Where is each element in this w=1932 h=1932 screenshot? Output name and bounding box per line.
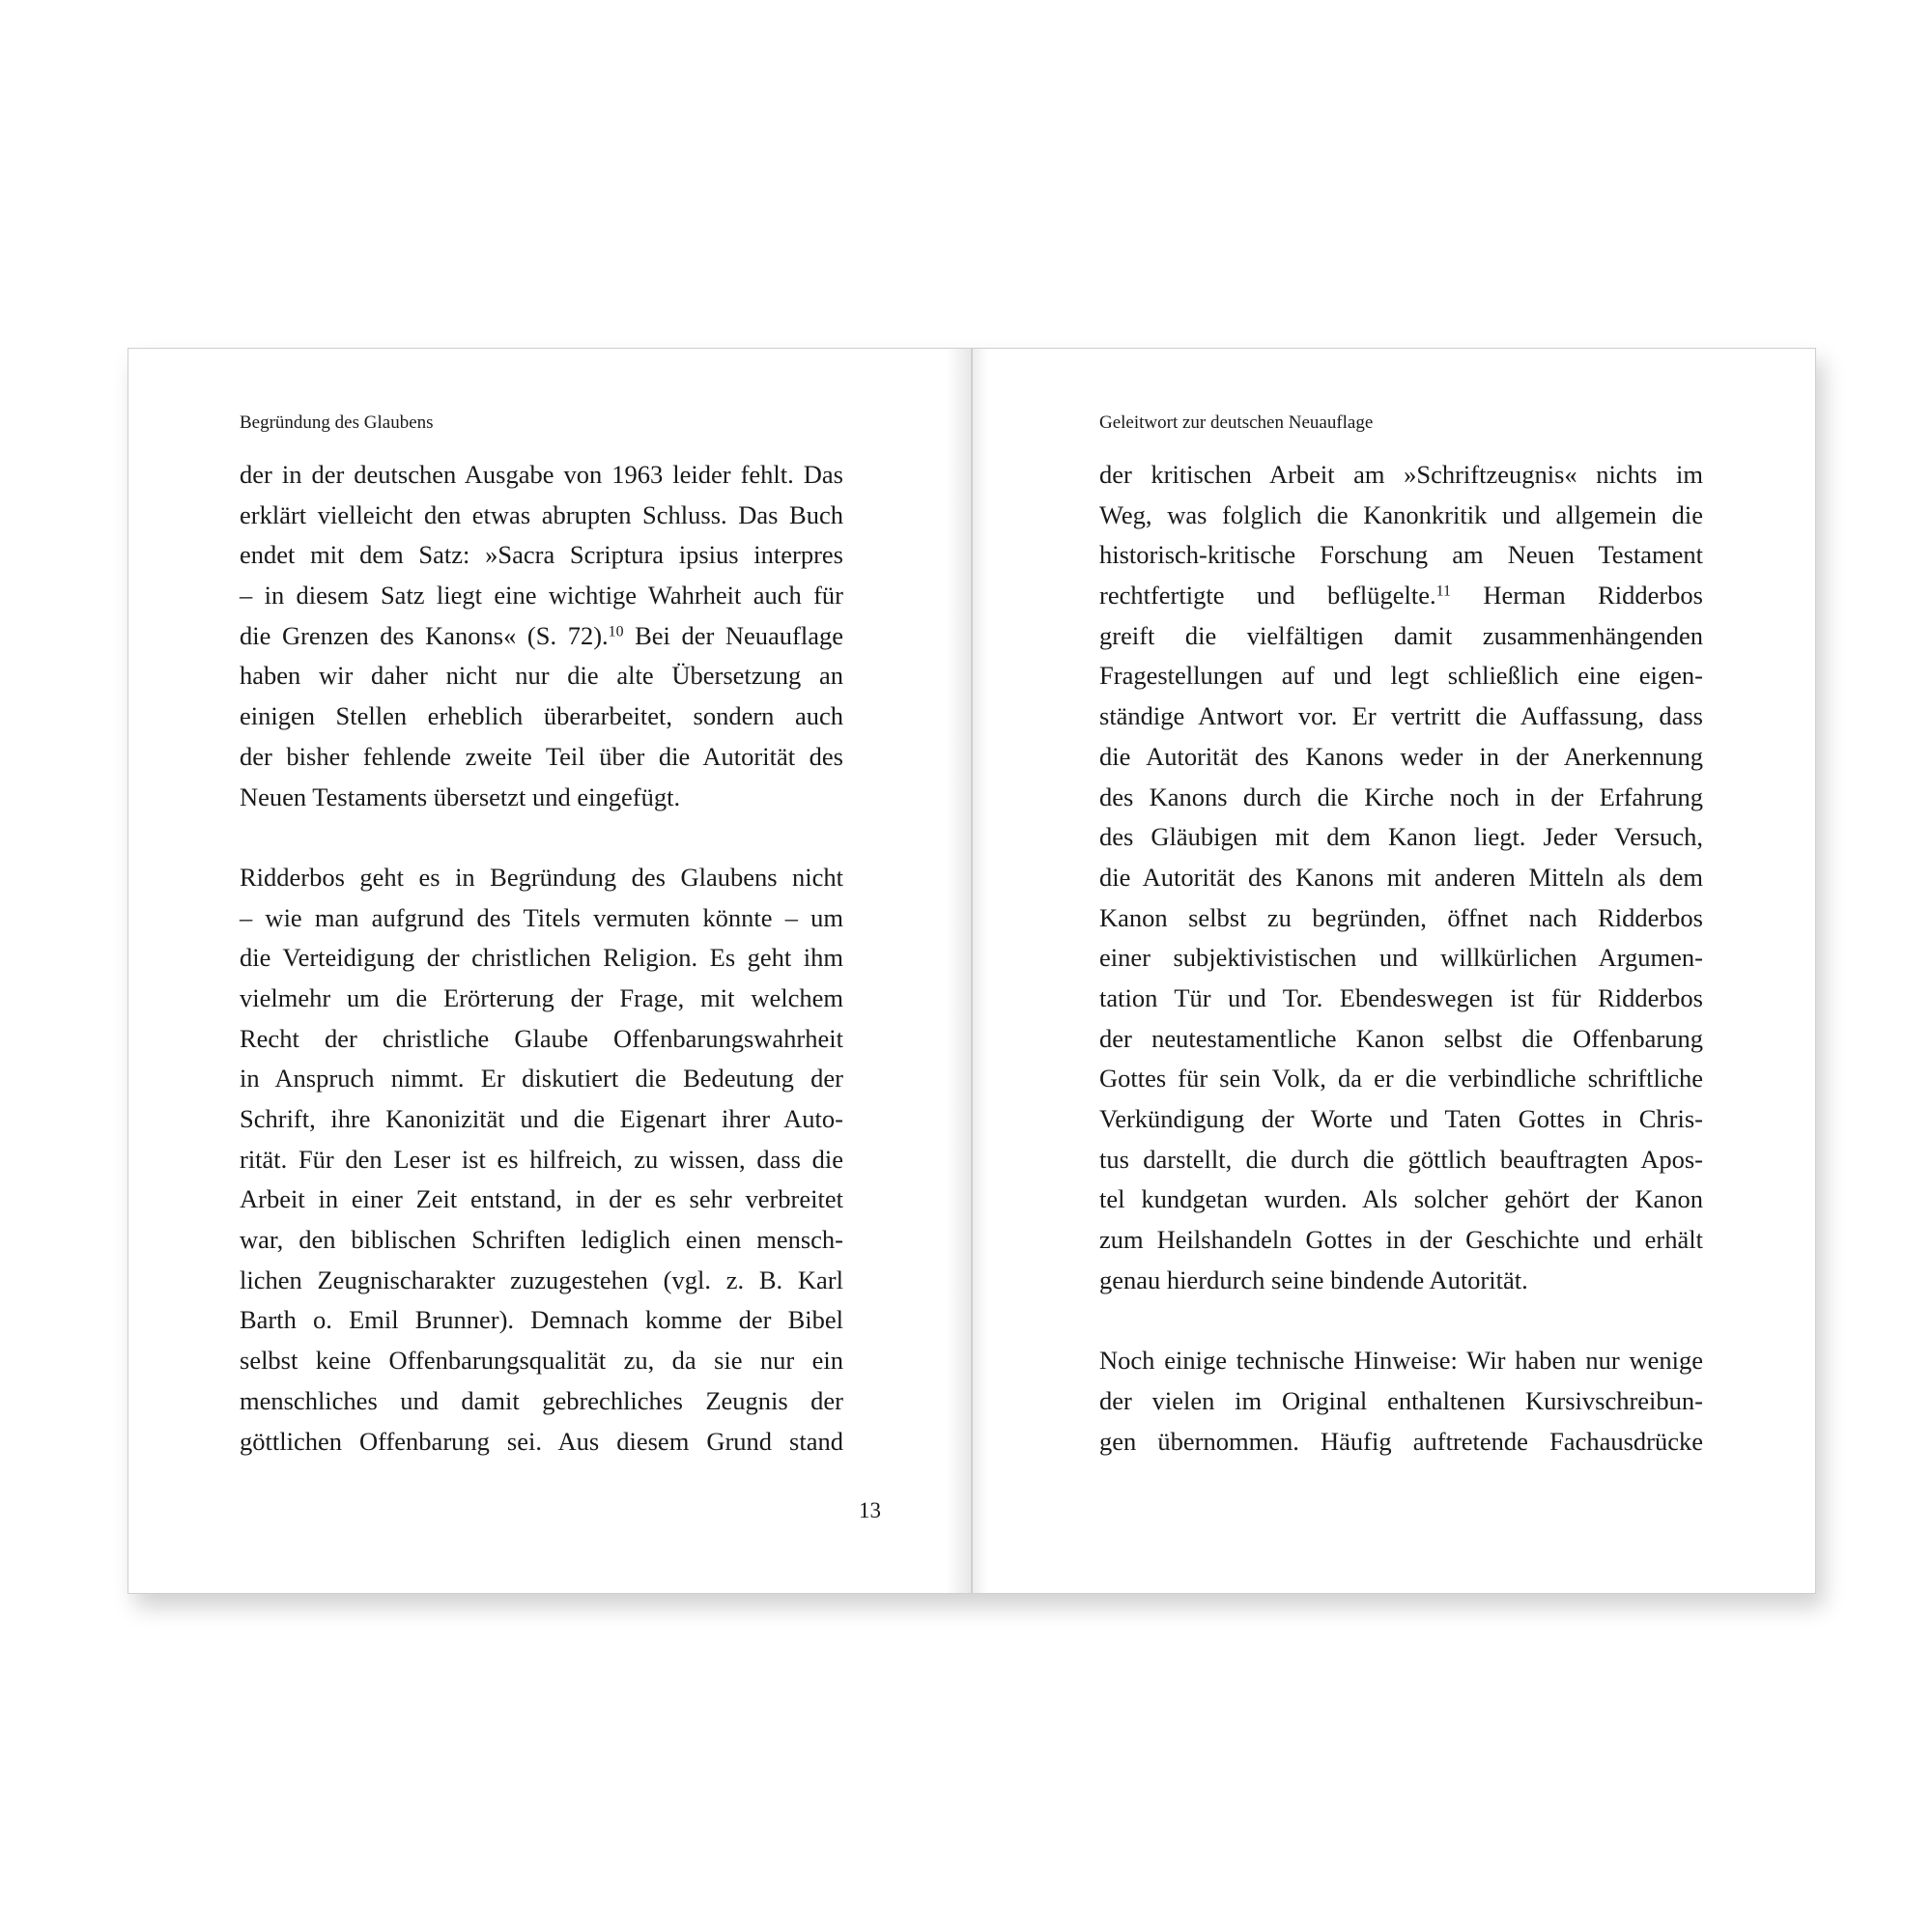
text-line: die Autorität des Kanons mit anderen Mitteln als dem: [1099, 862, 1703, 892]
body-text: [1099, 455, 1703, 1462]
right-page: [859, 348, 1816, 1594]
text-line: in Anspruch nimmt. Er diskutiert die Bedeutung der: [240, 1064, 843, 1094]
text-line: göttlichen Offenbarung sei. Aus diesem Grund stand: [240, 1426, 843, 1456]
text-line: endet mit dem Satz: »Sacra Scriptura ipsius interpres: [240, 540, 843, 570]
text-line: gen übernommen. Häufig auftretende Fachausdrücke: [1099, 1426, 1703, 1456]
text-line: Recht der christliche Glaube Offenbarungswahrheit: [240, 1023, 843, 1053]
paragraph: [1099, 1341, 1703, 1462]
text-line: Arbeit in einer Zeit entstand, in der es sehr verbreitet: [240, 1184, 843, 1214]
text-line: Barth o. Emil Brunner). Demnach komme der Bibel: [240, 1305, 843, 1335]
footnote-reference: 10: [608, 623, 624, 640]
text-line: historisch-kritische Forschung am Neuen Testament: [1099, 540, 1703, 570]
text-line: [1099, 576, 1703, 616]
text-line: lichen Zeugnischarakter zuzugestehen (vgl. z. B. Karl: [240, 1264, 843, 1294]
left-page: [128, 348, 972, 1594]
text-segment: Bei der Neuauflage: [635, 620, 844, 650]
text-line: vielmehr um die Erörterung der Frage, mit welchem: [240, 982, 843, 1012]
footnote-reference: 11: [1435, 582, 1451, 600]
text-line: – in diesem Satz liegt eine wichtige Wahrheit auch für: [240, 581, 843, 611]
text-line: menschliches und damit gebrechliches Zeugnis der: [240, 1385, 843, 1415]
text-line: die Autorität des Kanons weder in der Anerkennung: [1099, 741, 1703, 771]
text-line: der bisher fehlende zweite Teil über die Autorität des: [240, 741, 843, 771]
running-head: Geleitwort zur deutschen Neuauflage: [1099, 412, 1374, 433]
text-line: tation Tür und Tor. Ebendeswegen ist für Ridderbos: [1099, 982, 1703, 1012]
running-head: Begründung des Glaubens: [240, 412, 434, 433]
text-line: Kanon selbst zu begründen, öffnet nach Ridderbos: [1099, 902, 1703, 932]
text-segment: die Grenzen des Kanons« (S. 72).: [240, 620, 609, 650]
body-text: [240, 455, 843, 1462]
paragraph: [1099, 455, 1703, 1300]
text-line: Schrift, ihre Kanonizität und die Eigenart ihrer Auto-: [240, 1104, 843, 1133]
text-line: Noch einige technische Hinweise: Wir haben nur wenige: [1099, 1346, 1703, 1376]
text-line: Ridderbos geht es in Begründung des Glaubens nicht: [240, 862, 843, 892]
book-spread: [128, 348, 1816, 1594]
text-line: greift die vielfältigen damit zusammenhängenden: [1099, 620, 1703, 650]
text-line: der neutestamentliche Kanon selbst die Offenbarung: [1099, 1023, 1703, 1053]
text-line: Neuen Testaments übersetzt und eingefügt.: [240, 781, 681, 811]
text-line: – wie man aufgrund des Titels vermuten könnte – um: [240, 902, 843, 932]
text-segment: Herman Ridderbos: [1483, 581, 1703, 611]
text-line: ständige Antwort vor. Er vertritt die Auffassung, dass: [1099, 701, 1703, 731]
text-line: einer subjektivistischen und willkürlichen Argumen-: [1099, 943, 1703, 973]
text-line: genau hierdurch seine bindende Autorität.: [1099, 1264, 1528, 1294]
text-line: der in der deutschen Ausgabe von 1963 leider fehlt. Das: [240, 460, 843, 489]
text-line: der kritischen Arbeit am »Schriftzeugnis« nichts im: [1099, 460, 1703, 489]
text-line: Gottes für sein Volk, da er die verbindliche schriftliche: [1099, 1064, 1703, 1094]
text-line: einigen Stellen erheblich überarbeitet, sondern auch: [240, 701, 843, 731]
text-line: war, den biblischen Schriften lediglich einen mensch-: [240, 1225, 843, 1255]
paragraph: [240, 455, 843, 817]
text-line: Verkündigung der Worte und Taten Gottes in Chris-: [1099, 1104, 1703, 1133]
text-line: zum Heilshandeln Gottes in der Geschichte und erhält: [1099, 1225, 1703, 1255]
text-line: [240, 616, 843, 657]
gutter-shadow: [973, 349, 988, 1593]
text-line: rität. Für den Leser ist es hilfreich, zu wissen, dass die: [240, 1144, 843, 1174]
text-line: selbst keine Offenbarungsqualität zu, da sie nur ein: [240, 1346, 843, 1376]
text-line: haben wir daher nicht nur die alte Übersetzung an: [240, 661, 843, 691]
text-segment: rechtfertigte und beflügelte.: [1099, 581, 1436, 611]
gutter-shadow: [946, 349, 971, 1593]
text-line: tel kundgetan wurden. Als solcher gehört der Kanon: [1099, 1184, 1703, 1214]
text-line: des Gläubigen mit dem Kanon liegt. Jeder Versuch,: [1099, 822, 1703, 852]
text-line: die Verteidigung der christlichen Religion. Es geht ihm: [240, 943, 843, 973]
text-line: Fragestellungen auf und legt schließlich eine eigen-: [1099, 661, 1703, 691]
text-line: Weg, was folglich die Kanonkritik und allgemein die: [1099, 499, 1703, 529]
text-line: erklärt vielleicht den etwas abrupten Schluss. Das Buch: [240, 499, 843, 529]
text-line: des Kanons durch die Kirche noch in der Erfahrung: [1099, 781, 1703, 811]
text-line: tus darstellt, die durch die göttlich beauftragten Apos-: [1099, 1144, 1703, 1174]
page-number: 13: [859, 1498, 881, 1522]
paragraph: [240, 858, 843, 1462]
text-line: der vielen im Original enthaltenen Kursivschreibun-: [1099, 1385, 1703, 1415]
